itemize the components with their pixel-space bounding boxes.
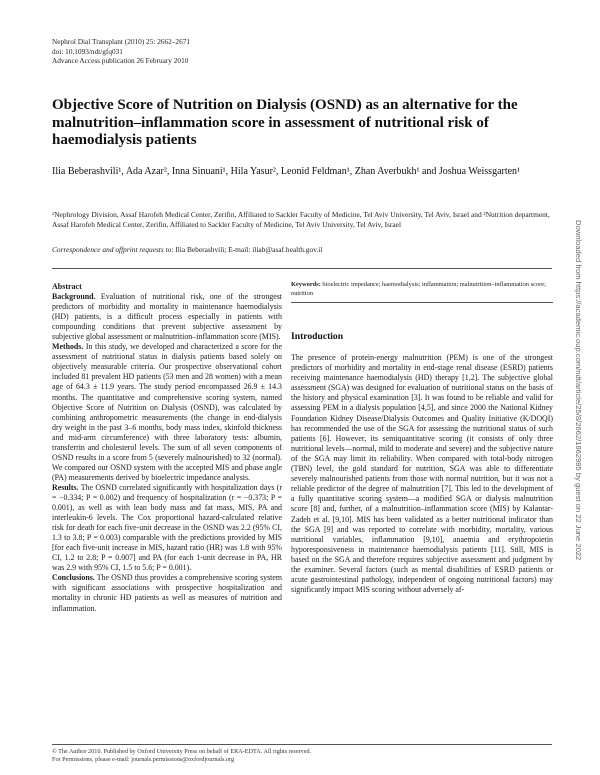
citation-line: Nephrol Dial Transplant (2010) 25: 2662–2671: [52, 37, 191, 46]
abstract-conclusions: [52, 573, 282, 613]
methods-text: In this study, we developed and characterized a score for the assessment of nutritional status in dialysis patients based solely on objectively measurable criteria. Our prospective observational cohort included 81 prevalent HD patients (53 men and 28 women) with a mean age of 64.3 ± 11.9 years. The study period encompassed 26.9 ± 14.3 months. The quantitative and comprehensive scoring system, named Objective Score of Nutrition on Dialysis (OSND), was calculated by combining anthropometric measurements (the change in end-dialysis dry weight in the past 3–6 months, body mass index, skinfold thickness and mid-arm circumference) with three laboratory tests: albumin, transferrin and cholesterol levels. The sum of all seven components of OSND results in a score from 5 (severely malnourished) to 32 (normal). We compared our OSND system with the accepted MIS and phase angle (PA) measurements derived by bioelectric impedance analysis.: [52, 342, 282, 482]
results-text: The OSND correlated significantly with hospitalization days (r = −0.334; P = 0.002) and frequency of hospitalization (r = −0.373; P = 0.001), as well as with lean body mass and fat mass, MIS, PA and interleukin-6 levels. The Cox proportional hazard-calculated relative risk for death for each five-unit decrease in the OSND was 2.2 (95% CI, 1.3 to 3.8; P = 0.003) comparable with the predictions provided by MIS [for each five-unit increase in MIS, hazard ratio (HR) was 1.8 with 95% CI, 1.2 to 2.8; P = 0.007] and PA (for each 1-unit decrease in PA, HR was 2.9 with 95% CI, 1.5 to 5.6; P = 0.001).: [52, 482, 282, 573]
background-label: Background.: [52, 292, 96, 302]
header-divider: [52, 268, 552, 269]
download-watermark: [573, 220, 585, 690]
abstract: [52, 282, 282, 614]
conclusions-label: Conclusions.: [52, 573, 95, 583]
correspondence-label: Correspondence and offprint requests to: [52, 245, 172, 254]
footer-divider: [52, 744, 552, 745]
copyright-footer: [52, 748, 311, 764]
doi-line: doi: 10.1093/ndt/gfq031: [52, 46, 123, 56]
results-label: Results.: [52, 482, 79, 492]
keywords-divider: [291, 302, 553, 303]
abstract-heading: Abstract: [52, 282, 82, 291]
abstract-results: [52, 483, 282, 573]
keywords-label: Keywords:: [291, 281, 321, 288]
publication-date-line: Advance Access publication 26 February 2010: [52, 56, 189, 66]
keywords: [291, 280, 553, 298]
permissions-line: For Permissions, please e-mail: journals.permissions@oxfordjournals.org: [52, 756, 235, 763]
introduction-heading: Introduction: [291, 331, 344, 342]
article-title: Objective Score of Nutrition on Dialysis (OSND) as an alternative for the malnutrition–inflammation score in assessment of nutritional risk of haemodialysis patients: [52, 97, 518, 149]
affiliations: ¹Nephrology Division, Assaf Harofeh Medical Center, Zerifin, Affiliated to Sackler Faculty of Medicine, Tel Aviv University, Tel Aviv, Israel and ²Nutrition department, Assaf Harofeh Medical Center, Zerifin, Affiliated to Sackler Faculty of Medicine, Tel Aviv University, Tel Aviv, Israel: [52, 210, 550, 229]
correspondence: [52, 245, 562, 255]
background-text: Evaluation of nutritional risk, one of the strongest predictors of morbidity and mortality in maintenance haemodialysis (HD) patients, is a difficult process especially in patients with compounding conditions that prevent subjective assessment by subjective global assessment or malnutrition–inflammation score (MIS).: [52, 292, 282, 342]
download-notice: Downloaded from https://academic.oup.com/ndt/article/25/8/2662/1862985 by guest on 22 June 2022: [574, 220, 583, 561]
introduction-body: [291, 353, 553, 595]
conclusions-text: The OSND thus provides a comprehensive scoring system with significant associations with prospective hospitalization and mortality in chronic HD patients as well as measures of nutrition and inflammation.: [52, 573, 282, 613]
journal-header: [52, 37, 190, 66]
keywords-text: bioelectric impedance; haemodialysis; inflammation; malnutrition–inflammation score; nutrition: [291, 281, 546, 297]
correspondence-text: : Ilia Beberashvili; E-mail: iliab@asaf.health.gov.il: [171, 245, 323, 254]
author-list: Ilia Beberashvili¹, Ada Azar², Inna Sinuani¹, Hila Yasur², Leonid Feldman¹, Zhan Averbukh¹ and Joshua Weissgarten¹: [52, 166, 521, 177]
introduction-paragraph: The presence of protein-energy malnutrition (PEM) is one of the strongest predictors of morbidity and mortality in end-stage renal disease (ESRD) patients receiving maintenance haemodialysis (HD) therapy [1,2]. The subjective global assessment (SGA) was designed for evaluation of nutritional status on the basis of the history and physical examination [3]. It was found to be reliable and valid for assessing PEM in a dialysis population [4,5], and since 2000 the National Kidney Foundation Kidney Disease/Dialysis Outcomes and Quality Initiative (K/DOQI) has recommended the use of the SGA for assessing the nutritional status of such patients [6]. However, its semiquantitative scoring (it consists of only three nutritional levels—normal, mild to moderate and severe) and the subjective nature of the SGA may limit its reliability. When compared with total-body nitrogen (TBN) level, the gold standard for nutrition, SGA was able to differentiate severely malnourished patients from those with normal nutrition, but it was not a reliable predictor of the degree of malnutrition [7]. This led to the development of a fully quantitative scoring system—a modified SGA or dialysis malnutrition score [8] and, further, of a malnutrition–inflammation score (MIS) by Kalantar-Zadeh et al. [9,10]. MIS has been validated as a better nutritional indicator than the SGA [9] and was reported to correlate with morbidity, mortality, various nutritional variables, inflammation [9,10], anaemia and erythropoietin hyporesponsiveness in maintenance haemodialysis patients [11]. Still, MIS is based on the SGA and therefore requires subjective assessment and judgment by the examiner. Several factors (such as mental disabilities of ESRD patients or acute gastrointestinal pathology, independent of ongoing nutritional factors) may significantly impact MIS scoring without adversely af-: [291, 353, 553, 595]
abstract-methods: [52, 342, 282, 483]
methods-label: Methods.: [52, 342, 84, 352]
copyright-line: © The Author 2010. Published by Oxford University Press on behalf of ERA-EDTA. All rights reserved.: [52, 748, 312, 755]
abstract-background: [52, 292, 282, 342]
